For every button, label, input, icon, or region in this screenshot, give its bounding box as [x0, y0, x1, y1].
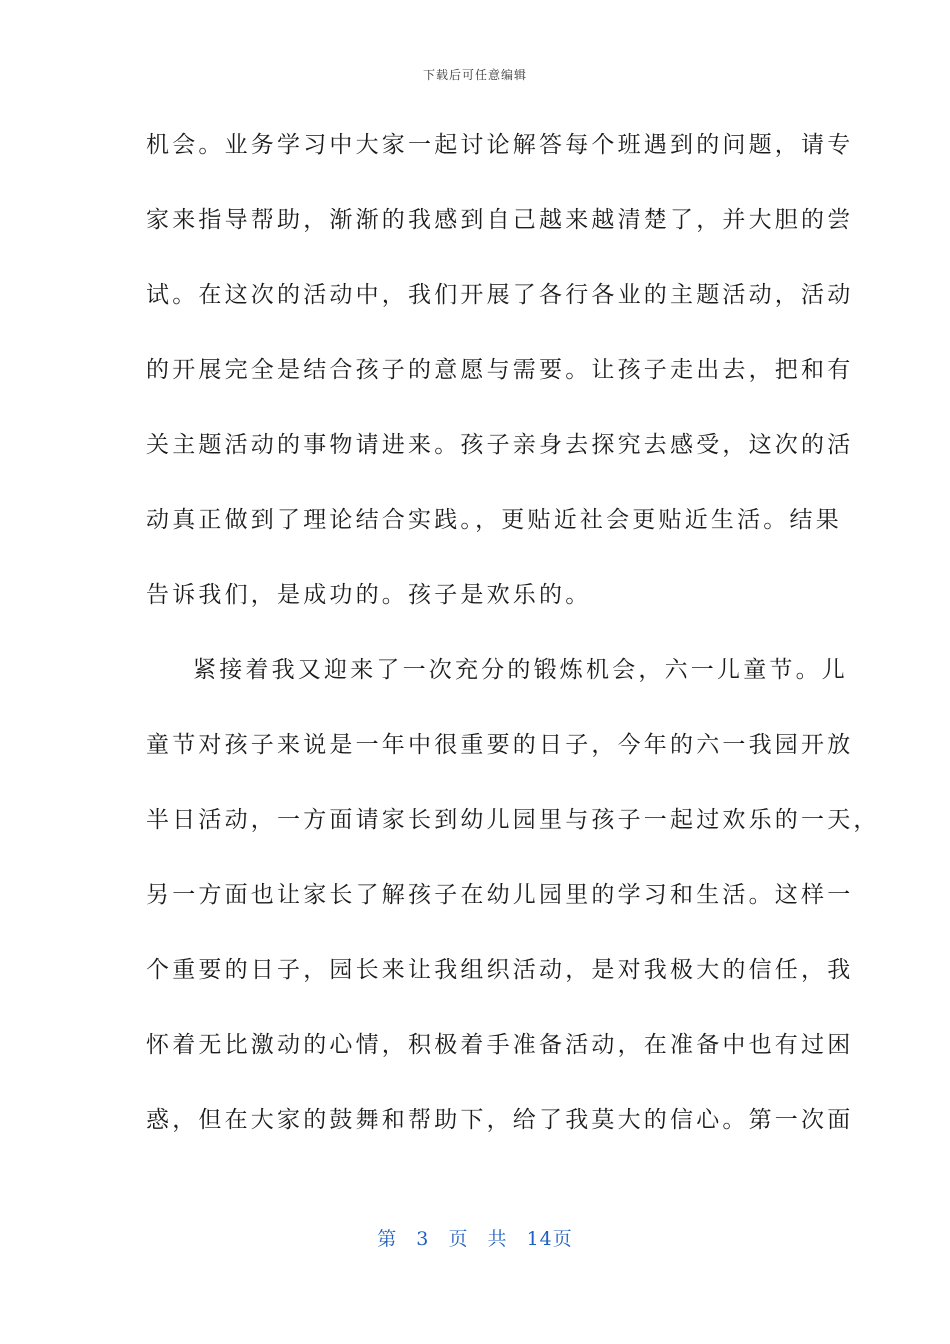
footer-page-number: 3 [416, 1228, 430, 1250]
page-header-note: 下载后可任意编辑 [422, 68, 527, 82]
text-line: 的开展完全是结合孩子的意愿与需要。让孩子走出去，把和有 [146, 357, 854, 383]
text-line: 惑，但在大家的鼓舞和帮助下，给了我莫大的信心。第一次面 [146, 1107, 854, 1133]
footer-ye: 页 [448, 1228, 469, 1250]
page-footer [0, 1224, 950, 1251]
paragraph-2 [146, 651, 880, 1176]
text-line: 另一方面也让家长了解孩子在幼儿园里的学习和生活。这样一 [146, 882, 854, 908]
text-line: 童节对孩子来说是一年中很重要的日子，今年的六一我园开放 [146, 732, 854, 758]
document-body [146, 126, 880, 1176]
paragraph-1 [146, 126, 854, 651]
text-line: 个重要的日子，园长来让我组织活动，是对我极大的信任，我 [146, 957, 854, 983]
footer-gong: 共 [487, 1228, 508, 1250]
text-line: 试。在这次的活动中，我们开展了各行各业的主题活动，活动 [146, 282, 854, 308]
text-line: 怀着无比激动的心情，积极着手准备活动，在准备中也有过困 [146, 1032, 854, 1058]
text-line: 半日活动，一方面请家长到幼儿园里与孩子一起过欢乐的一天， [146, 807, 880, 833]
text-line-indented: 紧接着我又迎来了一次充分的锻炼机会，六一儿童节。儿 [193, 657, 848, 683]
text-line: 告诉我们，是成功的。孩子是欢乐的。 [146, 582, 592, 608]
text-line: 家来指导帮助，渐渐的我感到自己越来越清楚了，并大胆的尝 [146, 207, 854, 233]
text-line: 关主题活动的事物请进来。孩子亲身去探究去感受，这次的活 [146, 432, 854, 458]
text-line: 动真正做到了理论结合实践。，更贴近社会更贴近生活。结果 [146, 507, 842, 533]
footer-total-pages: 14页 [526, 1228, 573, 1250]
text-line: 机会。业务学习中大家一起讨论解答每个班遇到的问题，请专 [146, 132, 854, 158]
footer-di: 第 [377, 1228, 398, 1250]
